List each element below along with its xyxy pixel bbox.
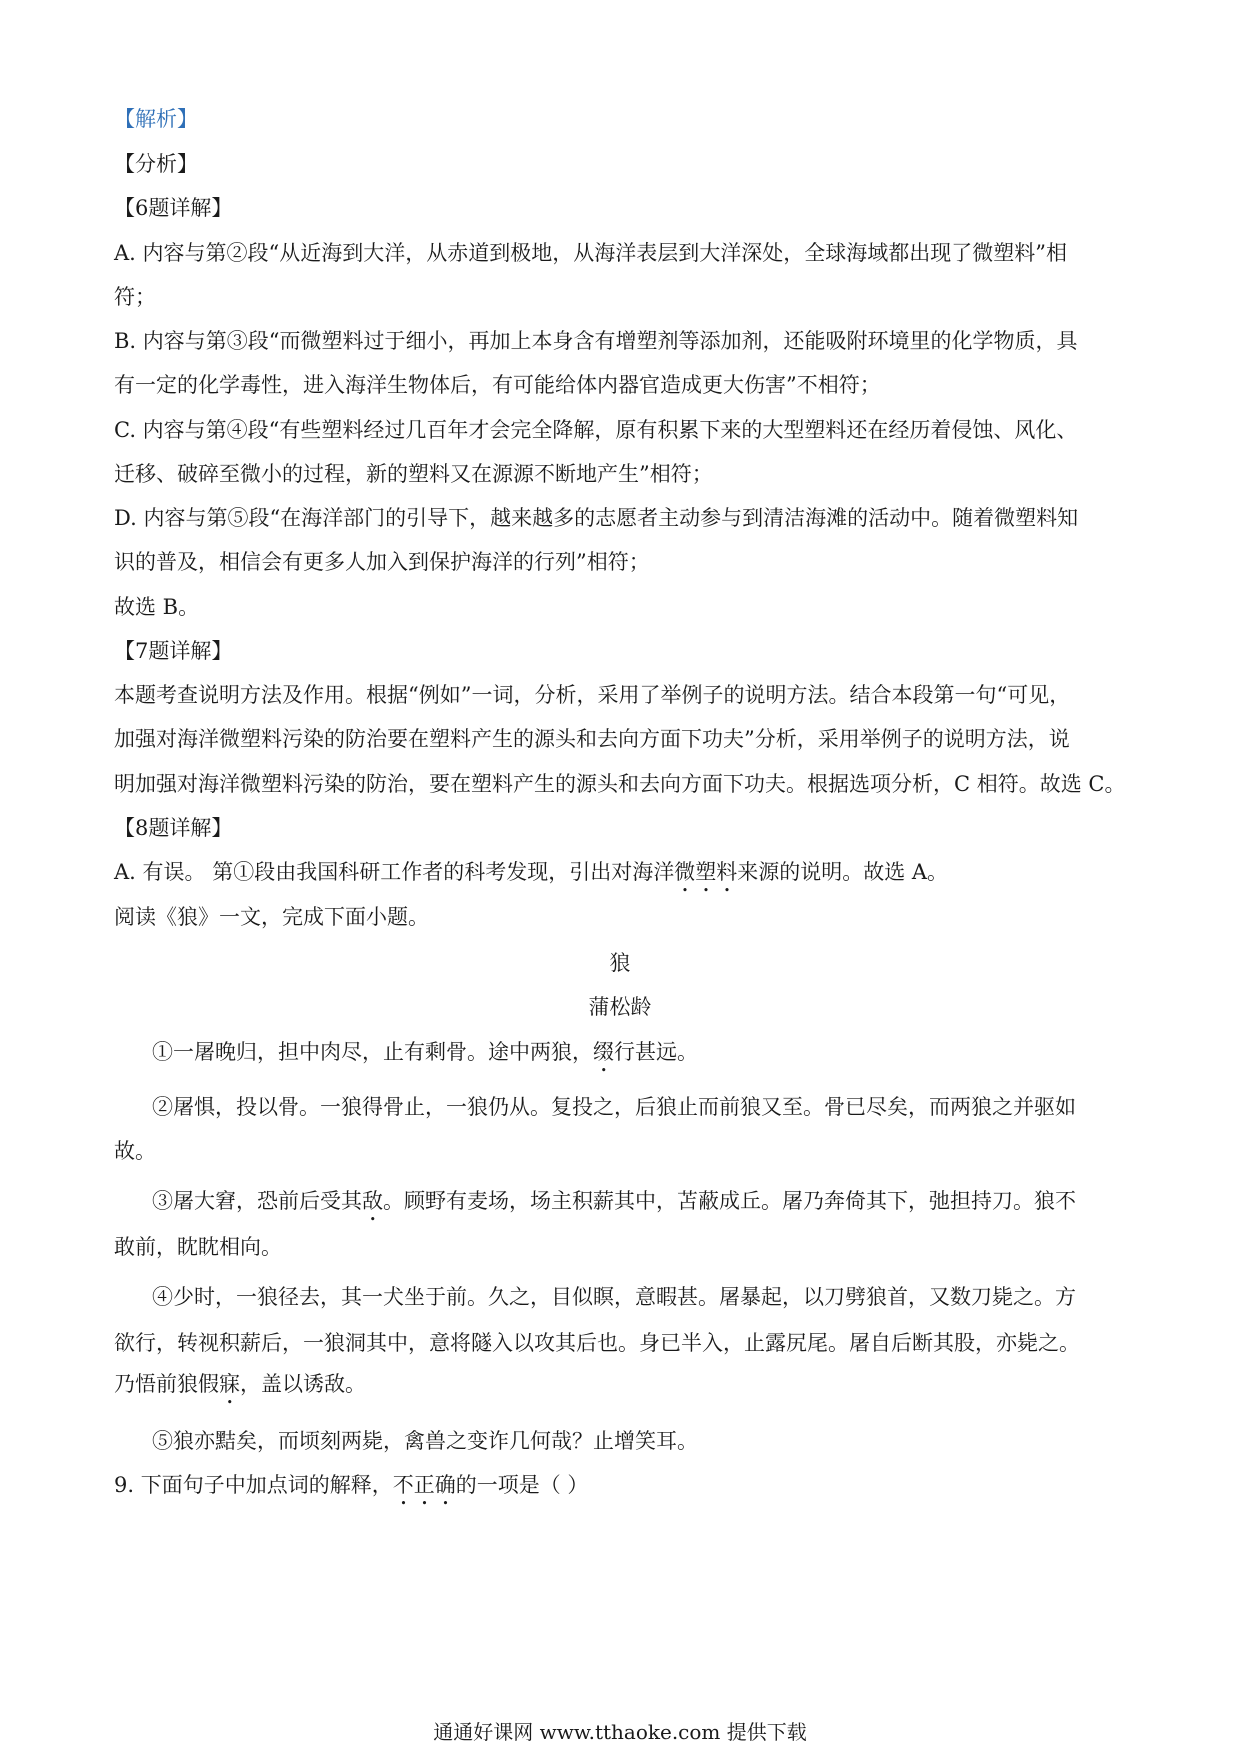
p4-text-pre: 乃悟前狼假	[114, 1372, 219, 1396]
poem-paragraph-3-line2: 敢前，眈眈相向。	[114, 1235, 282, 1259]
poem-author: 蒲松龄	[588, 995, 652, 1019]
q9-text-pre: 下面句子中加点词的解释，	[140, 1473, 393, 1497]
q7-line2: 加强对海洋微塑料污染的防治要在塑料产生的源头和去向方面下功夫”分析，采用举例子的说明方法，说	[114, 727, 1070, 751]
p1-text-post: 行甚远。	[614, 1040, 698, 1064]
poem-paragraph-2-line2: 故。	[114, 1139, 156, 1163]
q6-option-c-line1: C. 内容与第④段“有些塑料经过几百年才会完全降解，原有积累下来的大型塑料还在经历着侵蚀、风化、	[114, 418, 1078, 442]
p1-dotted-word: 缀	[593, 1040, 614, 1064]
poem-paragraph-1	[152, 1037, 698, 1077]
q8-text-pre: A. 有误。 第①段由我国科研工作者的科考发现，引出对海洋	[114, 860, 675, 884]
poem-paragraph-4-line3	[114, 1369, 366, 1409]
page-footer: 通通好课网 www.tthaoke.com 提供下载	[433, 1720, 807, 1744]
q8-line	[114, 857, 948, 897]
q6-option-a-line2: 符；	[114, 285, 156, 309]
q6-answer: 故选 B。	[114, 595, 200, 619]
reading-intro: 阅读《狼》一文，完成下面小题。	[114, 905, 429, 929]
p4-dotted-word: 寐	[219, 1372, 240, 1396]
poem-paragraph-2-line1: ②屠惧，投以骨。一狼得骨止，一狼仍从。复投之，后狼止而前狼又至。骨已尽矣，而两狼之并驱如	[152, 1095, 1076, 1119]
poem-title: 狼	[609, 951, 631, 975]
q8-text-post: 来源的说明。故选 A。	[737, 860, 949, 884]
q8-heading: 【8题详解】	[114, 816, 233, 840]
section-tag: 【解析】	[114, 107, 198, 131]
q8-dotted-word: 微塑料	[674, 860, 738, 884]
poem-paragraph-3-line1	[152, 1186, 1076, 1226]
q6-option-d-line1: D. 内容与第⑤段“在海洋部门的引导下，越来越多的志愿者主动参与到清洁海滩的活动中。随着微塑料知	[114, 506, 1079, 530]
q6-option-b-line1: B. 内容与第③段“而微塑料过于细小，再加上本身含有增塑剂等添加剂，还能吸附环境里的化学物质，具	[114, 329, 1078, 353]
p3-dotted-word: 敌	[362, 1189, 383, 1213]
q9-number: 9.	[114, 1473, 135, 1497]
p3-text-pre: ③屠大窘，恐前后受其	[152, 1189, 362, 1213]
analysis-tag: 【分析】	[114, 152, 198, 176]
q9-question	[114, 1470, 588, 1510]
poem-paragraph-4-line1: ④少时，一狼径去，其一犬坐于前。久之，目似瞑，意暇甚。屠暴起，以刀劈狼首，又数刀毙之。方	[152, 1285, 1076, 1309]
poem-paragraph-4-line2: 欲行，转视积薪后，一狼洞其中，意将隧入以攻其后也。身已半入，止露尻尾。屠自后断其股，亦毙之。	[114, 1331, 1080, 1355]
q7-line3: 明加强对海洋微塑料污染的防治，要在塑料产生的源头和去向方面下功夫。根据选项分析，C 相符。故选 C。	[114, 772, 1126, 796]
p3-text-post: 。顾野有麦场，场主积薪其中，苫蔽成丘。屠乃奔倚其下，弛担持刀。狼不	[383, 1189, 1076, 1213]
q6-option-b-line2: 有一定的化学毒性，进入海洋生物体后，有可能给体内器官造成更大伤害”不相符；	[114, 373, 881, 397]
q9-text-post: 的一项是（ ）	[455, 1473, 589, 1497]
p1-text-pre: ①一屠晚归，担中肉尽，止有剩骨。途中两狼，	[152, 1040, 593, 1064]
poem-paragraph-5: ⑤狼亦黠矣，而顷刻两毙，禽兽之变诈几何哉？止增笑耳。	[152, 1429, 698, 1453]
p4-text-post: ，盖以诱敌。	[240, 1372, 366, 1396]
q9-dotted-word: 不正确	[392, 1473, 456, 1497]
q6-option-c-line2: 迁移、破碎至微小的过程，新的塑料又在源源不断地产生”相符；	[114, 462, 713, 486]
q7-heading: 【7题详解】	[114, 639, 233, 663]
q6-option-d-line2: 识的普及，相信会有更多人加入到保护海洋的行列”相符；	[114, 550, 650, 574]
q6-heading: 【6题详解】	[114, 196, 233, 220]
q7-line1: 本题考查说明方法及作用。根据“例如”一词，分析，采用了举例子的说明方法。结合本段第一句“可见，	[114, 683, 1071, 707]
q6-option-a-line1: A. 内容与第②段“从近海到大洋，从赤道到极地，从海洋表层到大洋深处，全球海域都出现了微塑料”相	[114, 241, 1067, 265]
